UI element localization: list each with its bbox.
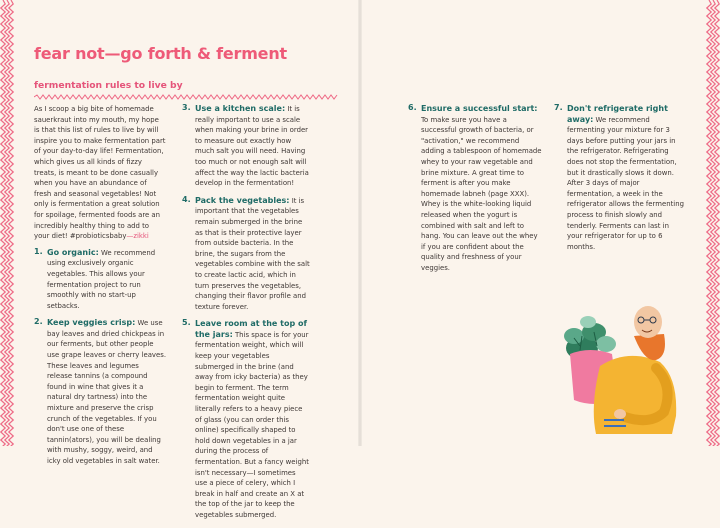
rule-number: 1. (34, 246, 43, 256)
rule-4 (182, 196, 310, 313)
rule-heading: Ensure a successful start: (421, 104, 538, 113)
rule-body: We recommend fermenting your mixture for 3 days before putting your jars in the refrigerator. Refrigerating does not stop the fermentation, but it drastically slows it down. After 3 days of major fermentation, a week in the refrigerator allows the fermenting process to finish slowly and tenderly. Ferments can last in your refrigerator for up to 6 months. (567, 115, 684, 251)
rule-1 (34, 248, 166, 312)
rule-body: It is really important to use a scale when making your brine in order to measure out exactly how much salt you will need. Having too much or not enough salt will affect the way the lactic bacteria develop in the fermentation! (195, 105, 309, 188)
rule-heading: Leave room at the top of the jars: (195, 319, 307, 339)
rule-number: 4. (182, 194, 191, 204)
rule-heading: Use a kitchen scale: (195, 104, 286, 113)
intro-signoff: —zikki (126, 232, 149, 241)
text-column-3 (408, 104, 542, 281)
intro-body: As I scoop a big bite of homemade sauerkraut into my mouth, my hope is that this list of rules to live by will inspire you to make fermentation part of your day-to-day life! Fermentation, which gives us all kinds of fizzy treats, is meant to be done casually when you have an abundance of fresh and seasonal vegetables! Not only is fermentation a great solution for spoilage, fermented foods are an incredibly healthy thing to add to your diet! (34, 105, 166, 241)
intro-paragraph (34, 104, 166, 242)
subtitle-wavy-rule (34, 94, 339, 100)
chef-holding-vegetables-illustration (560, 296, 690, 436)
page-title: fear not—go forth & ferment (34, 44, 287, 63)
rule-body: We recommend using exclusively organic vegetables. This allows your fermentation project to run smoothly with no start-up setbacks. (47, 248, 156, 310)
rule-number: 5. (182, 318, 191, 328)
left-wave-border (0, 0, 14, 446)
intro-hashtag: #probioticsbaby (69, 232, 127, 241)
section-subtitle: fermentation rules to live by (34, 80, 183, 91)
text-column-4 (554, 104, 686, 259)
rule-number: 7. (554, 103, 563, 112)
rule-6 (408, 104, 542, 274)
page-gutter (358, 0, 362, 446)
rule-heading: Don't refrigerate right away: (567, 104, 668, 124)
rule-2 (34, 318, 166, 466)
rule-heading: Go organic: (47, 247, 99, 257)
rule-body: This space is for your fermentation weight, which will keep your vegetables submerged in the brine (and away from icky bacteria) as they begin to ferment. The term fermentation weight quite literally refers to a heavy piece of glass (you can order this online) specifically shaped to hold down vegetables in a jar during the process of fermentation. But a fancy weight isn't necessary—I sometimes use a piece of celery, which I break in half and create an X at the top of the jar to keep the vegetables submerged. (195, 330, 309, 519)
rule-heading: Keep veggies crisp: (47, 318, 136, 328)
rule-body: To make sure you have a successful growth of bacteria, or "activation," we recommend adding a tablespoon of homemade whey to your raw vegetable and brine mixture. A great time to ferment is after you make homemade labneh (page XXX). Whey is the white-looking liquid released when the yogurt is combined with salt and left to hang. You can leave out the whey if you are confident about the quality and freshness of your veggies. (421, 115, 542, 272)
rule-5 (182, 319, 310, 520)
rule-number: 2. (34, 317, 43, 327)
rule-heading: Pack the vegetables: (195, 195, 290, 205)
rule-number: 6. (408, 103, 417, 112)
rule-number: 3. (182, 103, 191, 112)
chef-hand (614, 409, 626, 419)
rule-3 (182, 104, 310, 189)
rule-body: It is important that the vegetables remain submerged in the brine as that is their protective layer from outside bacteria. In the brine, the sugars from the vegetables combine with the salt to create lactic acid, which in turn preserves the vegetables, changing their flavor profile and texture forever. (195, 196, 310, 311)
rule-7 (554, 104, 686, 252)
rule-body: We use bay leaves and dried chickpeas in our ferments, but other people use grape leaves or cherry leaves. These leaves and legumes release tannins (a compound found in wine that gives it a natural dry tartness) into the mixture and preserve the crisp crunch of the vegetables. If you don't use one of these tannin(ators), you will be dealing with mushy, soggy, weird, and icky old vegetables in salt water. (47, 319, 167, 465)
right-wave-border (706, 0, 720, 446)
text-column-1 (34, 104, 166, 474)
text-column-2 (182, 104, 310, 528)
